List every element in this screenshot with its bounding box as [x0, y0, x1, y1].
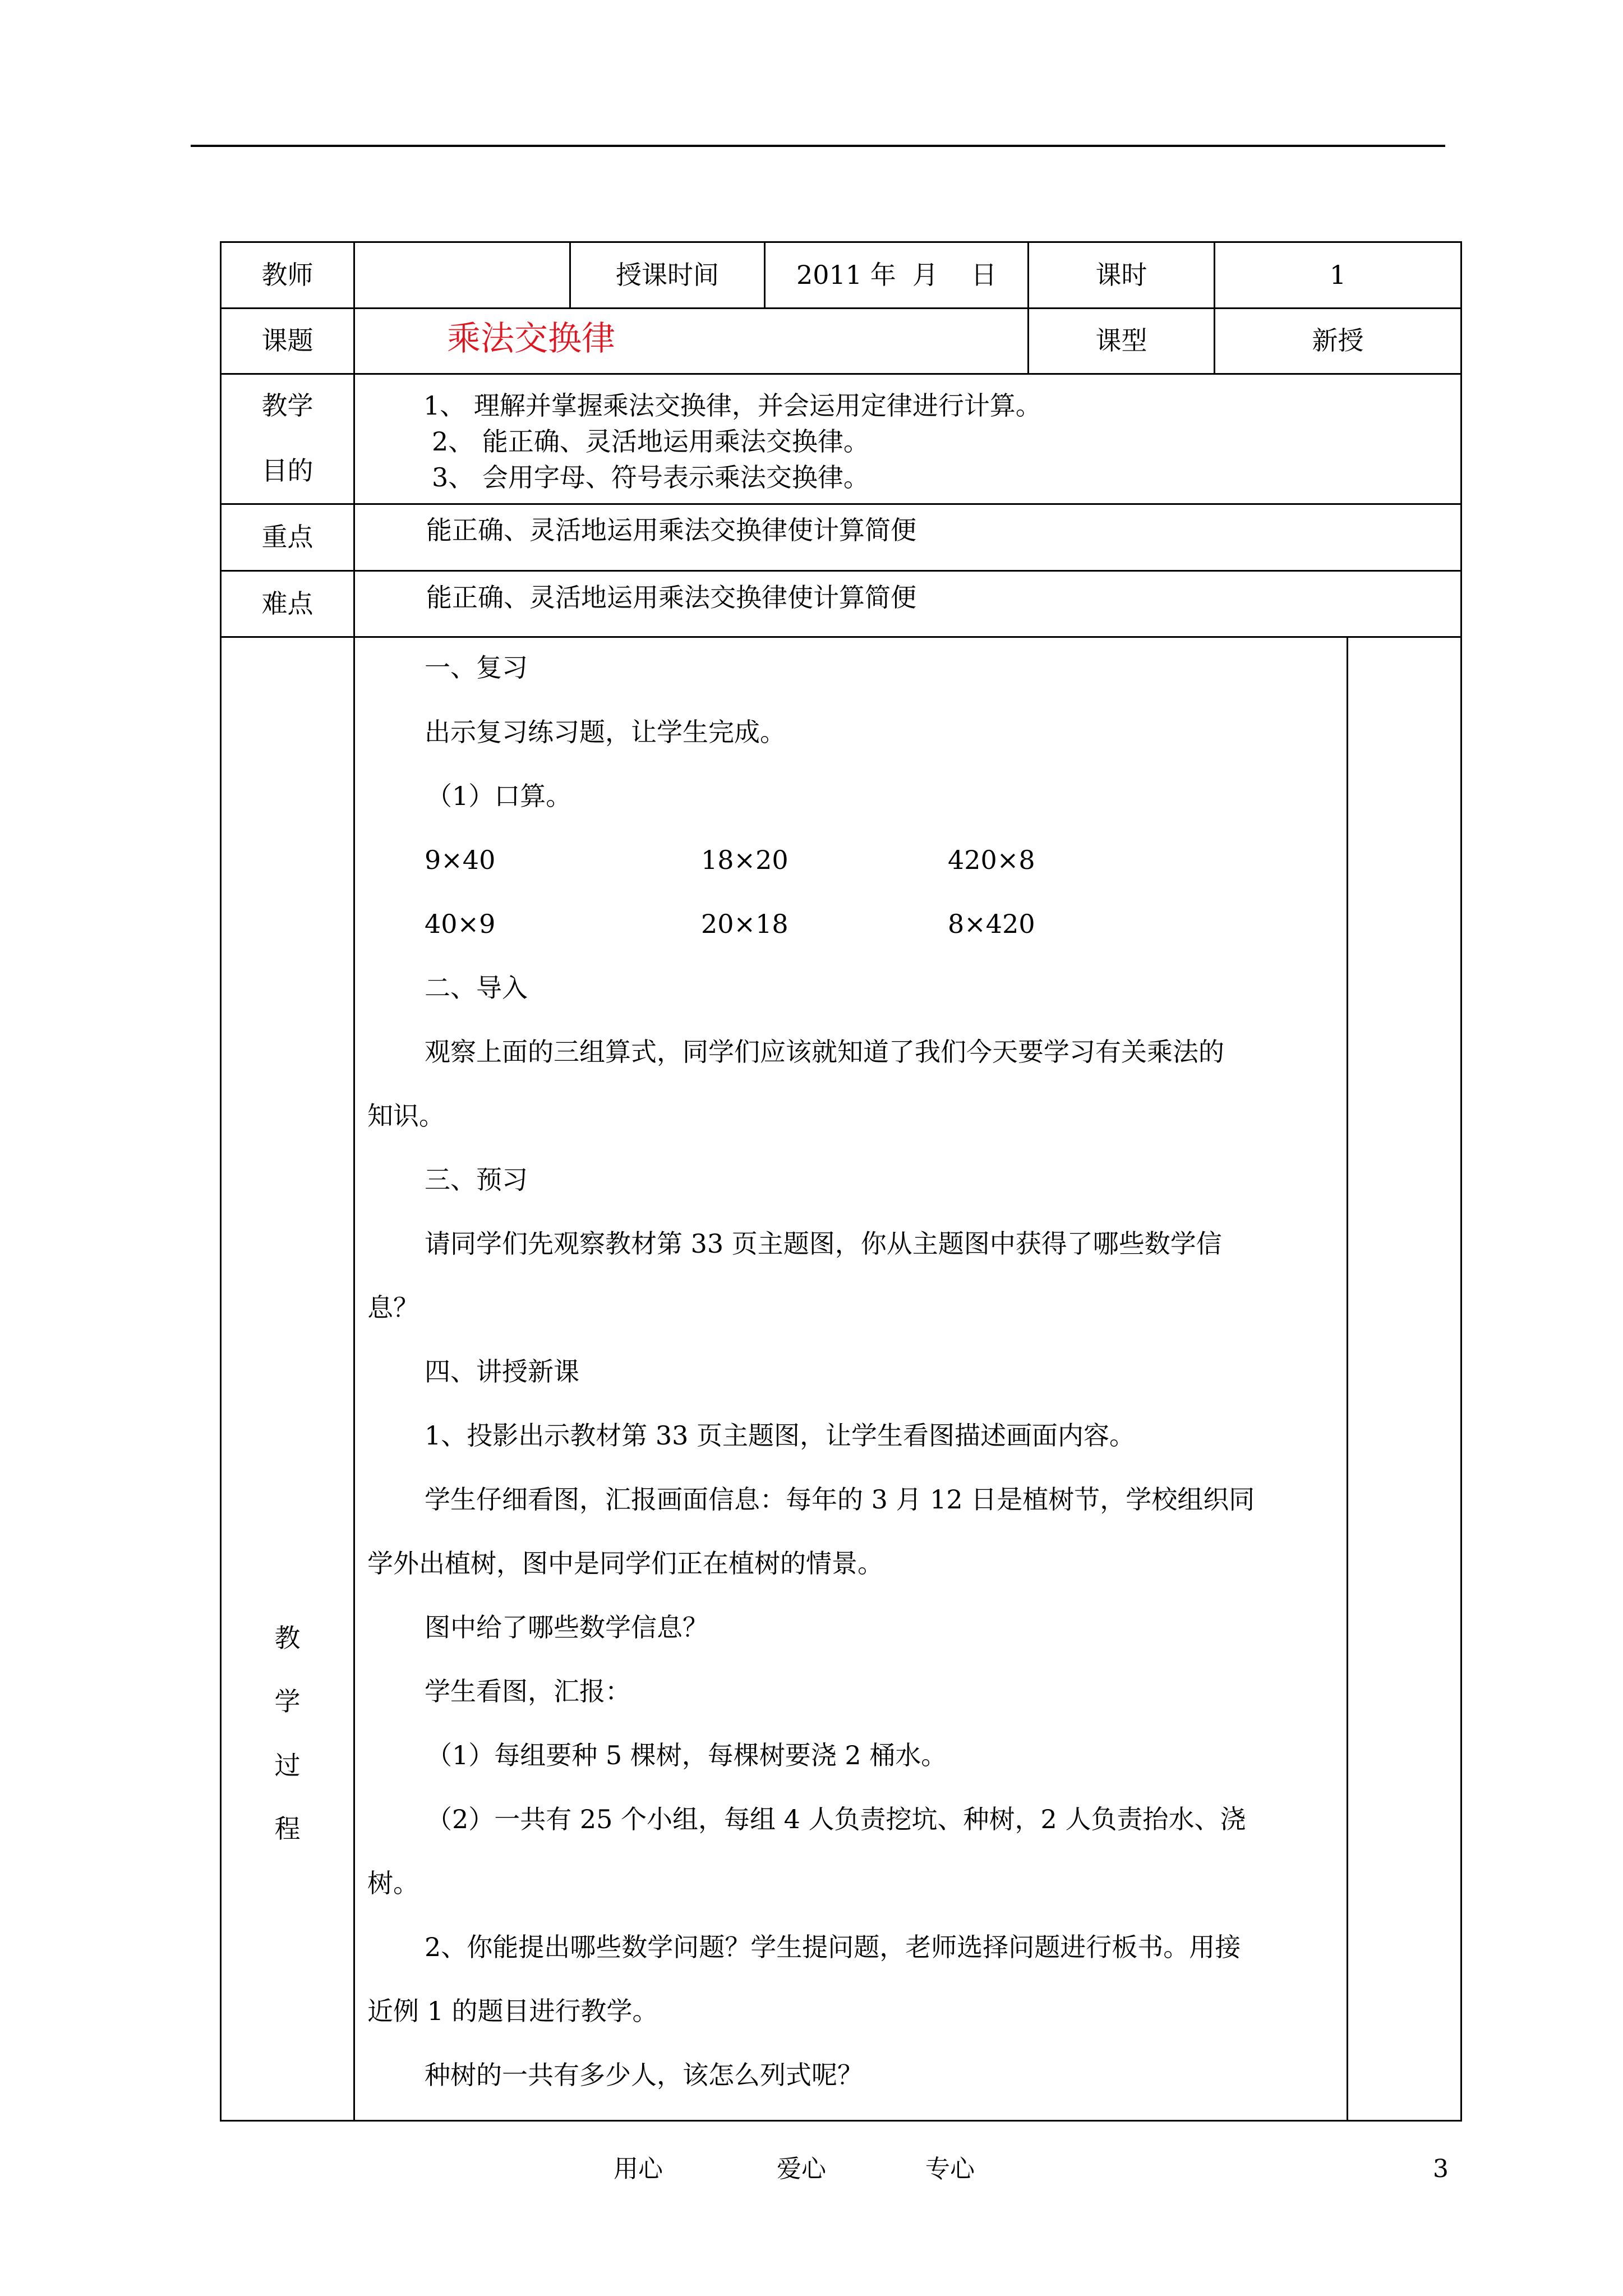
process-line: 学生看图，汇报： — [425, 1676, 631, 1706]
process-label-char: 程 — [274, 1814, 301, 1844]
section-heading: 一、复习 — [425, 652, 528, 683]
header-rule — [191, 145, 1445, 147]
math-item: 420×8 — [948, 845, 1035, 875]
process-line: 学生仔细看图，汇报画面信息：每年的 3 月 12 日是植树节，学校组织同 — [425, 1484, 1255, 1515]
math-item: 9×40 — [425, 845, 496, 875]
footer-motto: 专心 — [925, 2155, 975, 2183]
process-line: 观察上面的三组算式，同学们应该就知道了我们今天要学习有关乘法的 — [425, 1037, 1224, 1067]
math-item: 20×18 — [701, 909, 789, 939]
math-item: 8×420 — [948, 909, 1035, 939]
goals-label-1: 教学 — [261, 390, 313, 421]
process-line: 1、投影出示教材第 33 页主题图，让学生看图描述画面内容。 — [425, 1420, 1136, 1451]
process-label-char: 教 — [274, 1623, 301, 1653]
page-number: 3 — [1433, 2155, 1449, 2183]
footer-motto: 用心 — [614, 2155, 663, 2183]
process-line: 学外出植树，图中是同学们正在植树的情景。 — [367, 1548, 883, 1579]
math-item: 40×9 — [425, 909, 496, 939]
difficulty-value: 能正确、灵活地运用乘法交换律使计算简便 — [426, 582, 916, 613]
time-value: 2011 年 月 日 — [796, 260, 997, 290]
goal-item: 3、 会用字母、符号表示乘法交换律。 — [432, 462, 869, 493]
difficulty-label: 难点 — [261, 588, 313, 619]
process-line: 请同学们先观察教材第 33 页主题图，你从主题图中获得了哪些数学信 — [425, 1228, 1222, 1259]
process-line: 出示复习练习题，让学生完成。 — [425, 717, 786, 747]
process-line: 知识。 — [367, 1101, 445, 1131]
process-line: 2、你能提出哪些数学问题？学生提问题，老师选择问题进行板书。用接 — [425, 1932, 1241, 1962]
process-line: （2）一共有 25 个小组，每组 4 人负责挖坑、种树，2 人负责抬水、浇 — [426, 1804, 1246, 1834]
process-line: 息？ — [367, 1292, 419, 1323]
type-label: 课型 — [1095, 325, 1147, 356]
period-label: 课时 — [1095, 260, 1147, 290]
footer-motto: 爱心 — [777, 2155, 826, 2183]
section-heading: 三、预习 — [425, 1165, 528, 1195]
teacher-label: 教师 — [261, 260, 313, 290]
key-point-value: 能正确、灵活地运用乘法交换律使计算简便 — [426, 515, 916, 545]
process-label-char: 过 — [274, 1750, 301, 1780]
math-item: 18×20 — [701, 845, 789, 875]
type-value: 新授 — [1312, 325, 1364, 356]
period-value: 1 — [1329, 260, 1347, 290]
topic-title: 乘法交换律 — [447, 319, 615, 358]
process-line: （1）口算。 — [426, 781, 572, 811]
process-line: 树。 — [367, 1868, 419, 1898]
process-line: 种树的一共有多少人，该怎么列式呢？ — [425, 2060, 863, 2090]
time-label: 授课时间 — [616, 260, 719, 290]
section-heading: 二、导入 — [425, 973, 528, 1003]
section-heading: 四、讲授新课 — [425, 1356, 579, 1387]
goals-label-2: 目的 — [261, 455, 313, 486]
goal-item: 1、 理解并掌握乘法交换律，并会运用定律进行计算。 — [423, 390, 1041, 421]
key-point-label: 重点 — [261, 522, 313, 552]
topic-label: 课题 — [261, 325, 313, 356]
goal-item: 2、 能正确、灵活地运用乘法交换律。 — [432, 426, 869, 457]
process-line: （1）每组要种 5 棵树，每棵树要浇 2 桶水。 — [426, 1740, 947, 1770]
process-label-char: 学 — [274, 1686, 301, 1717]
process-line: 近例 1 的题目进行教学。 — [367, 1996, 658, 2026]
process-line: 图中给了哪些数学信息？ — [425, 1612, 708, 1642]
